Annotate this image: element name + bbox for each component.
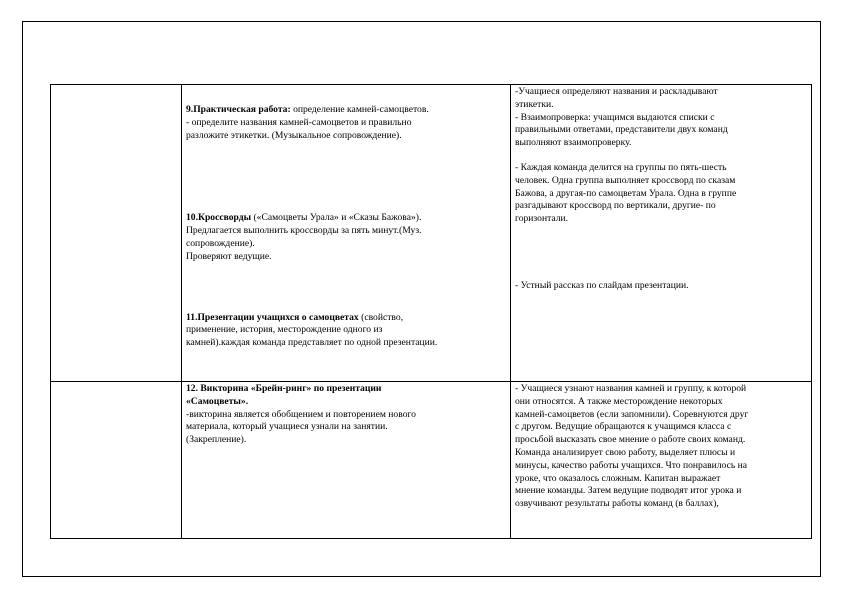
text-line: правильными ответами, представители двух команд bbox=[515, 124, 728, 136]
text-line: - Взаимопроверка: учащимся выдаются списки с bbox=[515, 111, 715, 123]
text-line: разгадывают кроссворд по вертикали, другие- по bbox=[515, 200, 716, 212]
text-line: горизонтали. bbox=[515, 213, 569, 225]
item-12-heading: 12. Викторина «Брейн-ринг» по презентации bbox=[186, 383, 382, 394]
item-10-heading: 10.Кроссворды («Самоцветы Урала» и «Сказы Бажова»). bbox=[186, 212, 422, 224]
text-line: - Устный рассказ по слайдам презентации. bbox=[515, 279, 689, 291]
text-line: человек. Одна группа выполняет кроссворд по сказам bbox=[515, 174, 736, 186]
text-line: материала, который учащиеся узнали на занятии. bbox=[186, 421, 388, 433]
text-line: Предлагается выполнить кроссворды за пять минут.(Муз. bbox=[186, 225, 422, 237]
text-line: - определите названия камней-самоцветов и правильно bbox=[186, 116, 412, 128]
text-line: уроке, что оказалось сложным. Капитан выражает bbox=[515, 472, 721, 484]
text-line: камней).каждая команда представляет по одной презентации. bbox=[186, 337, 438, 349]
activity-cell bbox=[182, 382, 511, 539]
item-11-heading: 11.Презентации учащихся о самоцветах (свойство, bbox=[186, 311, 404, 323]
text-line: с другом. Ведущие обращаются к учащимся класса с bbox=[515, 421, 732, 433]
text-line: этикетки. bbox=[515, 98, 554, 110]
text-line: Проверяют ведущие. bbox=[186, 250, 272, 262]
text-line: камней-самоцветов (если запомнили). Соревнуются друг bbox=[515, 408, 749, 420]
empty-cell bbox=[51, 85, 182, 382]
text-line: разложите этикетки. (Музыкальное сопровождение). bbox=[186, 129, 402, 141]
text-line: просьбой высказать свое мнение о работе своих команд. bbox=[515, 434, 746, 446]
text-line: минусы, качество работы учащихся. Что понравилось на bbox=[515, 459, 748, 471]
empty-cell bbox=[51, 382, 182, 539]
text-line: - Каждая команда делится на группы по пять-шесть bbox=[515, 161, 727, 173]
text-line: Команда анализирует свою работу, выделяет плюсы и bbox=[515, 446, 736, 458]
table-row bbox=[51, 382, 812, 539]
text-line: -Учащиеся определяют названия и раскладывают bbox=[515, 86, 718, 97]
student-activity-cell bbox=[511, 85, 812, 382]
activity-cell bbox=[182, 85, 511, 382]
text-line: они относятся. А также месторождение некоторых bbox=[515, 395, 723, 407]
text-line: применение, история, месторождение одного из bbox=[186, 324, 383, 336]
text-line: (Закрепление). bbox=[186, 434, 247, 446]
student-activity-cell bbox=[511, 382, 812, 539]
table-row bbox=[51, 85, 812, 382]
item-9-heading: 9.Практическая работа: определение камней-самоцветов. bbox=[186, 104, 429, 115]
text-line: -викторина является обобщением и повторением нового bbox=[186, 408, 416, 420]
text-line: - Учащиеся узнают названия камней и группу, к которой bbox=[515, 383, 747, 394]
text-line: сопровождение). bbox=[186, 237, 255, 249]
lesson-plan-table bbox=[50, 84, 812, 539]
text-line: мнение команды. Затем ведущие подводят итог урока и bbox=[515, 485, 742, 497]
text-line: выполняют взаимопроверку. bbox=[515, 137, 632, 149]
text-line: Бажова, а другая-по самоцветам Урала. Одна в группе bbox=[515, 187, 737, 199]
item-12-heading-cont: «Самоцветы». bbox=[186, 395, 249, 407]
text-line: озвучивают результаты работы команд (в баллах), bbox=[515, 498, 719, 510]
